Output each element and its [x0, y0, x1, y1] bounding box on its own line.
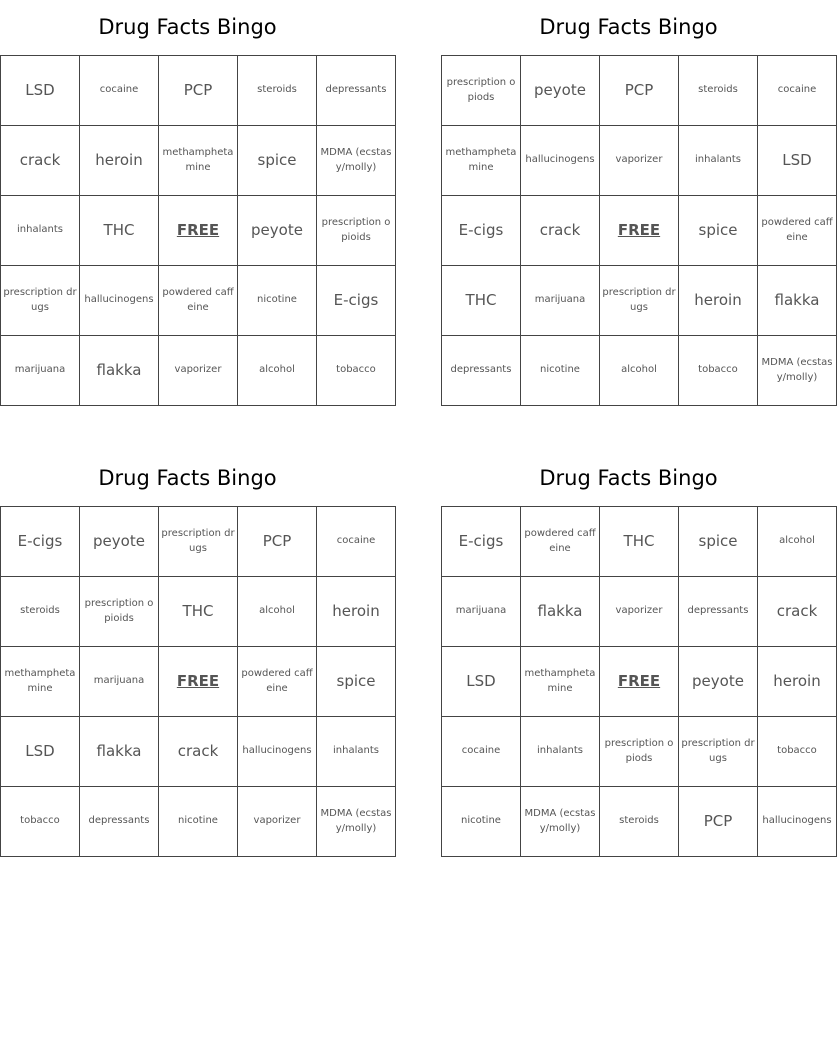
bingo-grid	[441, 506, 837, 857]
bingo-cell: THC	[600, 507, 679, 577]
bingo-cell: hallucinogens	[758, 787, 837, 857]
bingo-row	[442, 507, 837, 577]
bingo-cell: hallucinogens	[521, 126, 600, 196]
bingo-cell: THC	[159, 577, 238, 647]
bingo-row	[442, 717, 837, 787]
bingo-cell: THC	[442, 266, 521, 336]
bingo-cell: alcohol	[758, 507, 837, 577]
bingo-cell: depressants	[679, 577, 758, 647]
bingo-cell: marijuana	[1, 336, 80, 406]
card-title: Drug Facts Bingo	[539, 466, 718, 490]
bingo-cell: cocaine	[758, 56, 837, 126]
bingo-row	[442, 266, 837, 336]
bingo-cell: powdered caffeine	[758, 196, 837, 266]
bingo-cell: prescription opiods	[600, 717, 679, 787]
bingo-cell: MDMA (ecstasy/molly)	[521, 787, 600, 857]
bingo-cell: marijuana	[442, 577, 521, 647]
bingo-cell: nicotine	[442, 787, 521, 857]
bingo-cell: PCP	[679, 787, 758, 857]
bingo-cell: powdered caffeine	[159, 266, 238, 336]
bingo-cell: prescription drugs	[600, 266, 679, 336]
bingo-row	[442, 126, 837, 196]
bingo-cell: MDMA (ecstasy/molly)	[317, 787, 396, 857]
bingo-cell: spice	[317, 647, 396, 717]
bingo-cell: powdered caffeine	[521, 507, 600, 577]
bingo-cell: inhalants	[1, 196, 80, 266]
bingo-cell: heroin	[80, 126, 159, 196]
bingo-cell: prescription opioids	[317, 196, 396, 266]
bingo-cell: spice	[679, 196, 758, 266]
bingo-cell: depressants	[317, 56, 396, 126]
bingo-row	[1, 717, 396, 787]
bingo-cell: alcohol	[238, 577, 317, 647]
bingo-cell: cocaine	[317, 507, 396, 577]
bingo-cell: tobacco	[1, 787, 80, 857]
bingo-grid	[0, 506, 396, 857]
bingo-row	[1, 196, 396, 266]
bingo-cell: vaporizer	[238, 787, 317, 857]
bingo-row	[1, 787, 396, 857]
bingo-cell: hallucinogens	[80, 266, 159, 336]
bingo-row	[442, 196, 837, 266]
bingo-cell: depressants	[80, 787, 159, 857]
bingo-cell: prescription drugs	[679, 717, 758, 787]
bingo-cell: PCP	[238, 507, 317, 577]
bingo-row	[1, 126, 396, 196]
bingo-cell: PCP	[159, 56, 238, 126]
bingo-cell: prescription drugs	[1, 266, 80, 336]
bingo-cell: LSD	[1, 717, 80, 787]
bingo-cell: methamphetamine	[1, 647, 80, 717]
card-title: Drug Facts Bingo	[539, 15, 718, 39]
bingo-cell: inhalants	[317, 717, 396, 787]
bingo-cell: flakka	[758, 266, 837, 336]
bingo-row	[442, 787, 837, 857]
bingo-cell: E-cigs	[317, 266, 396, 336]
free-space-cell: FREE	[159, 196, 238, 266]
bingo-cell: inhalants	[679, 126, 758, 196]
bingo-cell: vaporizer	[159, 336, 238, 406]
bingo-cell: E-cigs	[442, 507, 521, 577]
card-title: Drug Facts Bingo	[98, 15, 277, 39]
bingo-cell: prescription opiods	[442, 56, 521, 126]
bingo-cell: powdered caffeine	[238, 647, 317, 717]
bingo-cell: heroin	[679, 266, 758, 336]
free-space-cell: FREE	[159, 647, 238, 717]
bingo-cell: alcohol	[238, 336, 317, 406]
bingo-row	[1, 56, 396, 126]
bingo-cell: spice	[679, 507, 758, 577]
bingo-cell: E-cigs	[442, 196, 521, 266]
bingo-cell: crack	[1, 126, 80, 196]
bingo-cell: steroids	[238, 56, 317, 126]
bingo-cell: vaporizer	[600, 126, 679, 196]
bingo-cell: nicotine	[238, 266, 317, 336]
bingo-grid	[441, 55, 837, 406]
bingo-cell: LSD	[442, 647, 521, 717]
bingo-row	[1, 266, 396, 336]
bingo-cell: methamphetamine	[521, 647, 600, 717]
bingo-cell: peyote	[238, 196, 317, 266]
bingo-cell: marijuana	[521, 266, 600, 336]
bingo-cell: steroids	[600, 787, 679, 857]
bingo-cell: flakka	[80, 336, 159, 406]
bingo-cell: hallucinogens	[238, 717, 317, 787]
bingo-cell: crack	[758, 577, 837, 647]
bingo-cell: vaporizer	[600, 577, 679, 647]
bingo-row	[442, 56, 837, 126]
bingo-cell: crack	[159, 717, 238, 787]
bingo-cell: MDMA (ecstasy/molly)	[758, 336, 837, 406]
bingo-cell: prescription drugs	[159, 507, 238, 577]
bingo-cell: methamphetamine	[159, 126, 238, 196]
bingo-cell: E-cigs	[1, 507, 80, 577]
bingo-cell: crack	[521, 196, 600, 266]
bingo-row	[1, 647, 396, 717]
bingo-row	[1, 507, 396, 577]
bingo-cell: heroin	[758, 647, 837, 717]
bingo-cell: THC	[80, 196, 159, 266]
bingo-cell: flakka	[80, 717, 159, 787]
bingo-cell: flakka	[521, 577, 600, 647]
free-space-cell: FREE	[600, 647, 679, 717]
bingo-row	[442, 577, 837, 647]
bingo-cell: tobacco	[317, 336, 396, 406]
bingo-cell: MDMA (ecstasy/molly)	[317, 126, 396, 196]
bingo-cell: PCP	[600, 56, 679, 126]
bingo-row	[442, 336, 837, 406]
bingo-cell: tobacco	[758, 717, 837, 787]
free-space-cell: FREE	[600, 196, 679, 266]
bingo-row	[1, 577, 396, 647]
bingo-cell: prescription opioids	[80, 577, 159, 647]
bingo-cell: LSD	[758, 126, 837, 196]
bingo-cell: peyote	[521, 56, 600, 126]
card-title: Drug Facts Bingo	[98, 466, 277, 490]
bingo-row	[1, 336, 396, 406]
bingo-cell: nicotine	[159, 787, 238, 857]
bingo-cell: peyote	[679, 647, 758, 717]
bingo-cell: methamphetamine	[442, 126, 521, 196]
bingo-cell: peyote	[80, 507, 159, 577]
bingo-cell: cocaine	[442, 717, 521, 787]
bingo-cell: alcohol	[600, 336, 679, 406]
bingo-cell: depressants	[442, 336, 521, 406]
bingo-cell: tobacco	[679, 336, 758, 406]
bingo-cell: LSD	[1, 56, 80, 126]
bingo-cell: spice	[238, 126, 317, 196]
bingo-cell: cocaine	[80, 56, 159, 126]
bingo-cell: heroin	[317, 577, 396, 647]
bingo-cell: nicotine	[521, 336, 600, 406]
bingo-grid	[0, 55, 396, 406]
bingo-row	[442, 647, 837, 717]
bingo-cell: marijuana	[80, 647, 159, 717]
bingo-cell: inhalants	[521, 717, 600, 787]
bingo-cell: steroids	[679, 56, 758, 126]
bingo-cell: steroids	[1, 577, 80, 647]
